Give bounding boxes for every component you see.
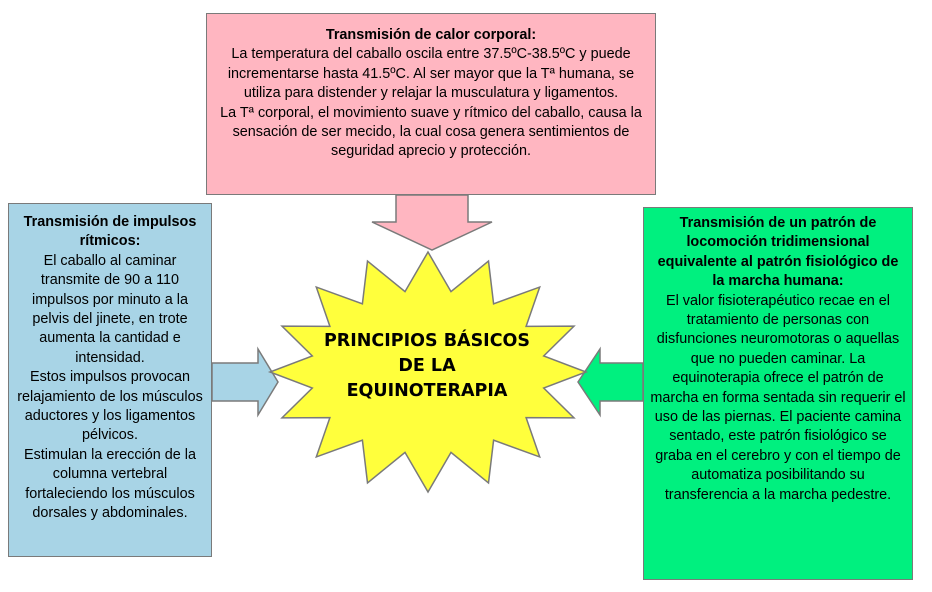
box-locomotion-pattern-text-1: El valor fisioterapéutico recae en el tratamiento de personas con disfunciones neuromotoras o aquellas que no pueden caminar. La equinoterapia ofrece el patrón de marcha en forma sentada sin requerir el uso de las piernas. El paciente camina sentado, este patrón fisiológico se graba en el cerebro y con el tiempo de automatiza posibilitando su transferencia a la marcha pedestre. xyxy=(650,292,906,503)
arrow-right-from-left xyxy=(212,349,278,415)
arrow-left-from-right xyxy=(578,349,643,415)
arrow-down-from-top xyxy=(372,195,492,250)
box-rhythmic-impulses-title: Transmisión de impulsos rítmicos: xyxy=(23,214,197,250)
box-rhythmic-impulses xyxy=(8,203,212,557)
box-rhythmic-impulses-text-2: Estos impulsos provocan relajamiento de los músculos aductores y los ligamentos pélvicos. xyxy=(17,369,203,444)
box-heat-transmission-text-2: La Tª corporal, el movimiento suave y rítmico del caballo, causa la sensación de ser mecido, la cual cosa genera sentimientos de seguridad aprecio y protección. xyxy=(220,104,642,160)
box-heat-transmission-title: Transmisión de calor corporal: xyxy=(325,27,537,43)
center-title-line-1: PRINCIPIOS BÁSICOS xyxy=(323,331,531,351)
box-rhythmic-impulses-text-1: El caballo al caminar transmite de 90 a 110 impulsos por minuto a la pelvis del jinete, en trote aumenta la cantidad e intensidad. xyxy=(32,252,188,366)
box-heat-transmission-text-1: La temperatura del caballo oscila entre 37.5ºC-38.5ºC y puede incrementarse hasta 41.5ºC. Al ser mayor que la Tª humana, se utiliza para distender y relajar la musculatura y ligamentos. xyxy=(227,46,635,102)
box-heat-transmission xyxy=(206,13,656,195)
box-locomotion-pattern xyxy=(643,207,913,580)
center-title xyxy=(316,329,538,404)
center-title-line-2: DE LA xyxy=(398,356,456,376)
box-rhythmic-impulses-text-3: Estimulan la erección de la columna vertebral fortaleciendo los músculos dorsales y abdominales. xyxy=(24,446,196,522)
center-title-line-3: EQUINOTERAPIA xyxy=(346,381,508,401)
box-locomotion-pattern-title: Transmisión de un patrón de locomoción tridimensional equivalente al patrón fisiológico de la marcha humana: xyxy=(657,215,899,290)
